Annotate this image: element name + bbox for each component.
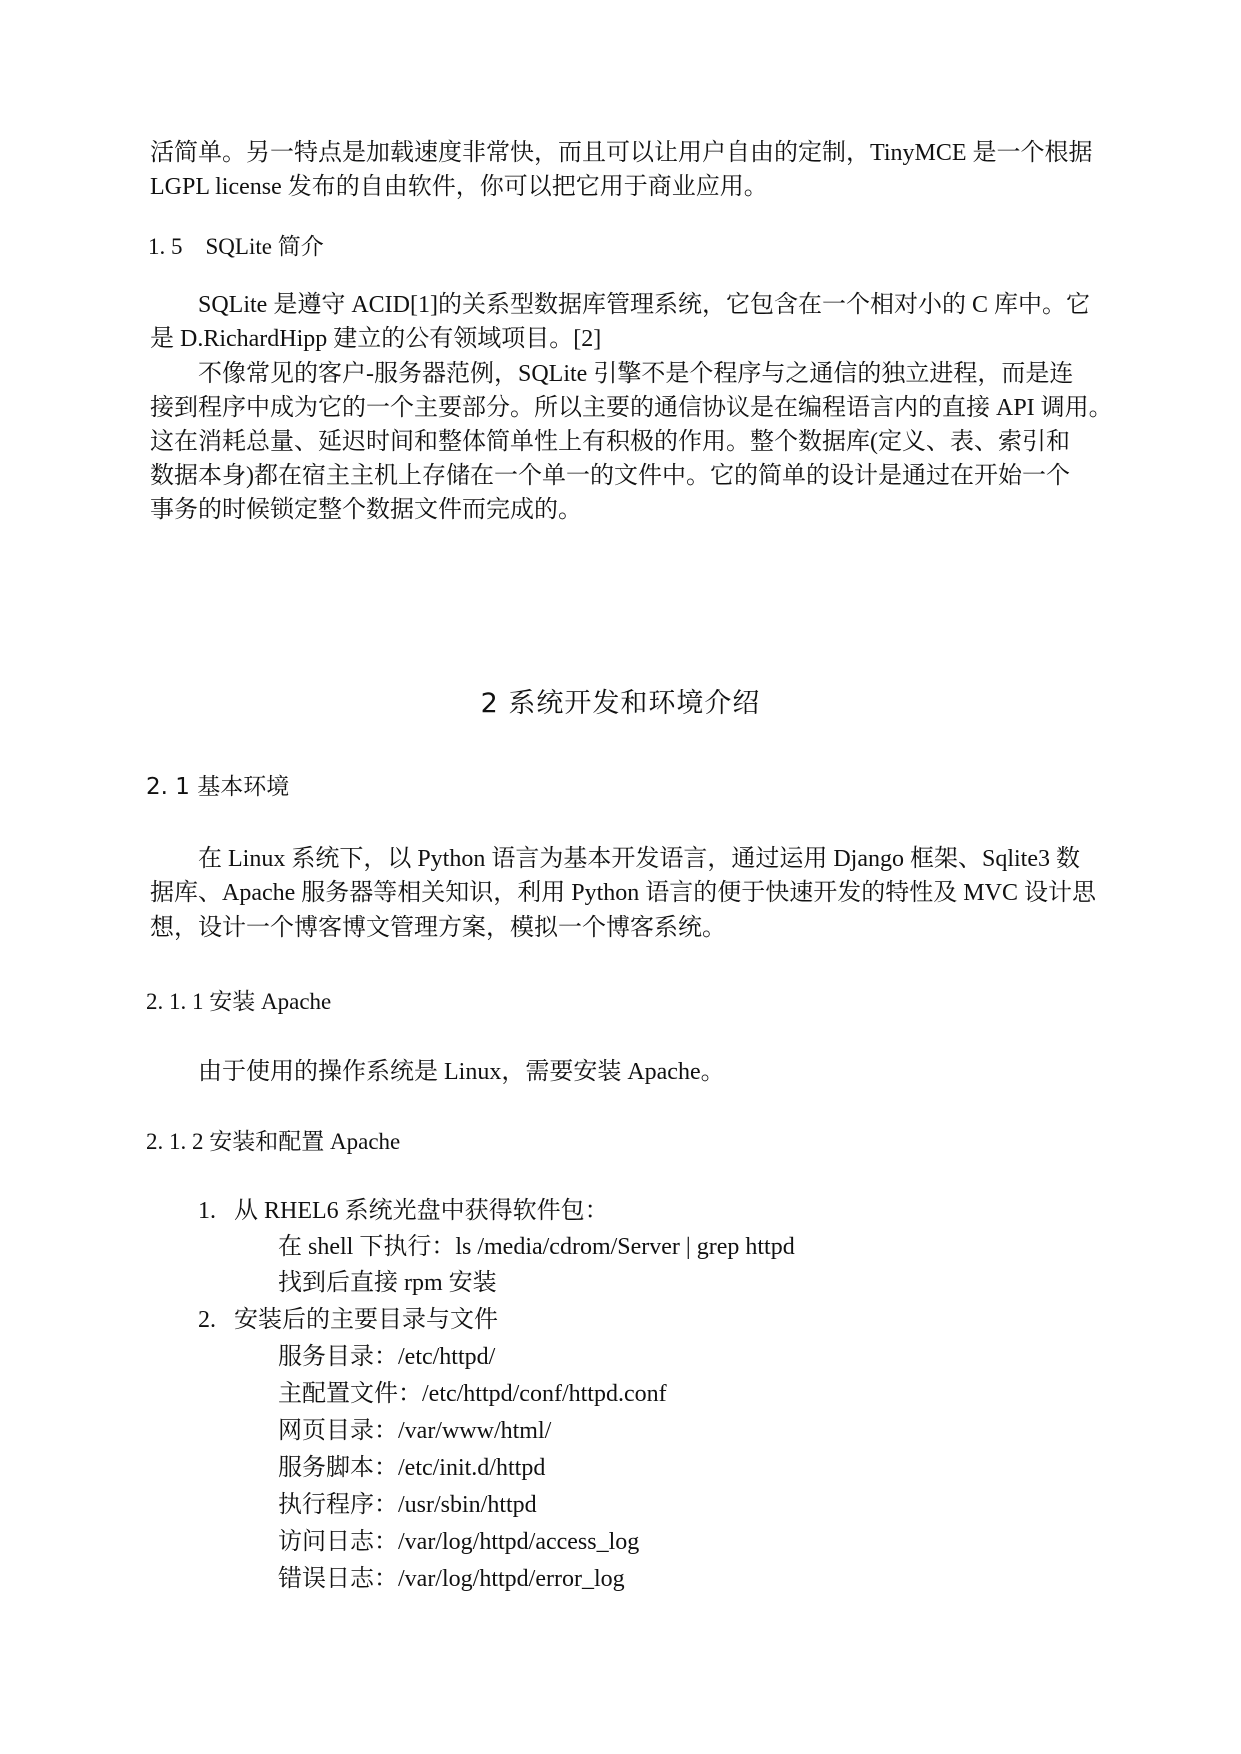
section-1-5-para2-line-2: 接到程序中成为它的一个主要部分。所以主要的通信协议是在编程语言内的直接 API 调用。 bbox=[150, 395, 1113, 421]
list-item-2-sub-5: 执行程序：/usr/sbin/httpd bbox=[278, 1492, 537, 1518]
section-1-5-para2-line-1: 不像常见的客户-服务器范例，SQLite 引擎不是个程序与之通信的独立进程，而是连 bbox=[198, 361, 1074, 387]
list-item-1-sub-1: 在 shell 下执行：ls /media/cdrom/Server | grep httpd bbox=[278, 1234, 795, 1260]
list-item-2-text: 安装后的主要目录与文件 bbox=[234, 1307, 498, 1333]
list-item-2-sub-3: 网页目录：/var/www/html/ bbox=[278, 1418, 552, 1444]
list-item-2-sub-7: 错误日志：/var/log/httpd/error_log bbox=[278, 1566, 625, 1592]
section-2-1-2-heading: 2. 1. 2 安装和配置 Apache bbox=[146, 1129, 401, 1154]
list-item-2-sub-4: 服务脚本：/etc/init.d/httpd bbox=[278, 1455, 546, 1481]
section-2-1-heading: 2. 1 基本环境 bbox=[146, 774, 290, 800]
list-item-2-number: 2. bbox=[198, 1307, 216, 1333]
intro-line-2: LGPL license 发布的自由软件，你可以把它用于商业应用。 bbox=[150, 174, 768, 200]
section-2-1-1-para: 由于使用的操作系统是 Linux，需要安装 Apache。 bbox=[198, 1059, 725, 1085]
list-item-2 bbox=[198, 1303, 498, 1337]
section-2-1-1-heading: 2. 1. 1 安装 Apache bbox=[146, 989, 332, 1014]
section-1-5-para1-line-1: SQLite 是遵守 ACID[1]的关系型数据库管理系统，它包含在一个相对小的 C 库中。它 bbox=[198, 292, 1090, 318]
list-item-1 bbox=[198, 1194, 609, 1228]
list-item-1-text: 从 RHEL6 系统光盘中获得软件包： bbox=[234, 1198, 609, 1224]
section-1-5-para1-line-2: 是 D.RichardHipp 建立的公有领域项目。[2] bbox=[150, 326, 602, 352]
section-1-5-para2-line-5: 事务的时候锁定整个数据文件而完成的。 bbox=[150, 497, 582, 523]
section-1-5-heading: 1. 5 SQLite 简介 bbox=[148, 234, 324, 259]
list-item-2-sub-2: 主配置文件：/etc/httpd/conf/httpd.conf bbox=[278, 1381, 667, 1407]
section-2-1-para-line-1: 在 Linux 系统下，以 Python 语言为基本开发语言，通过运用 Django 框架、Sqlite3 数 bbox=[198, 846, 1080, 872]
section-2-1-para-line-2: 据库、Apache 服务器等相关知识，利用 Python 语言的便于快速开发的特性及 MVC 设计思 bbox=[150, 880, 1096, 906]
chapter-2-heading: 2 系统开发和环境介绍 bbox=[480, 688, 761, 719]
list-item-2-sub-1: 服务目录：/etc/httpd/ bbox=[278, 1344, 496, 1370]
list-item-1-number: 1. bbox=[198, 1198, 216, 1224]
section-1-5-para2-line-3: 这在消耗总量、延迟时间和整体简单性上有积极的作用。整个数据库(定义、表、索引和 bbox=[150, 429, 1070, 455]
section-2-1-para-line-3: 想，设计一个博客博文管理方案，模拟一个博客系统。 bbox=[150, 915, 726, 941]
list-item-2-sub-6: 访问日志：/var/log/httpd/access_log bbox=[278, 1529, 640, 1555]
section-1-5-para2-line-4: 数据本身)都在宿主主机上存储在一个单一的文件中。它的简单的设计是通过在开始一个 bbox=[150, 463, 1070, 489]
intro-line-1: 活简单。另一特点是加载速度非常快，而且可以让用户自由的定制，TinyMCE 是一个根据 bbox=[150, 140, 1093, 166]
list-item-1-sub-2: 找到后直接 rpm 安装 bbox=[278, 1270, 497, 1296]
